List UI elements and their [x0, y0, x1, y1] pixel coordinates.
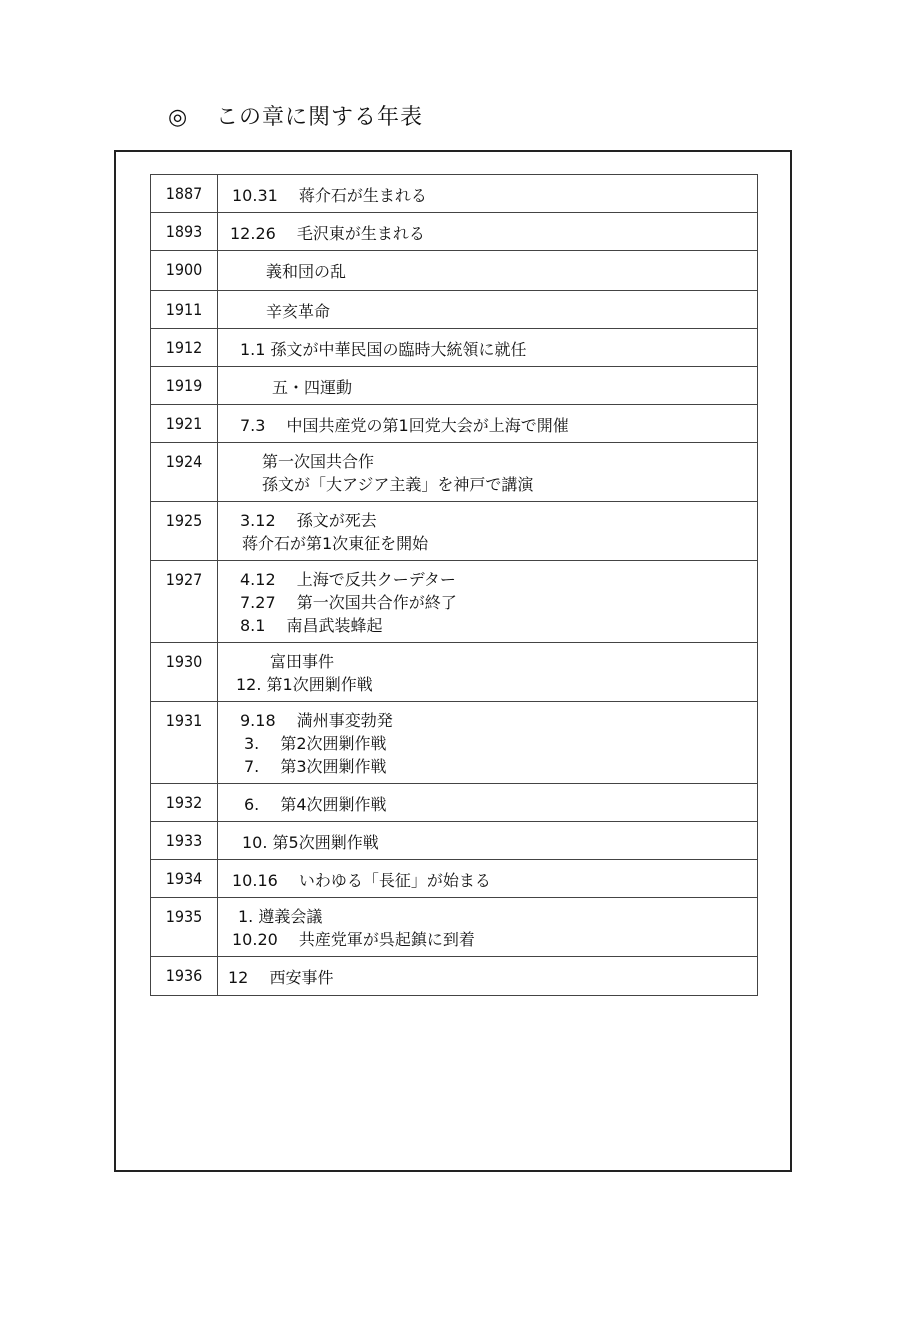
events-cell [218, 329, 758, 367]
title-text: この章に関する年表 [216, 105, 424, 130]
year-cell: 1932 [151, 784, 218, 822]
year-cell: 1931 [151, 702, 218, 784]
event-text: 12. 第1次囲剿作戦 [236, 675, 373, 694]
year-cell: 1911 [151, 291, 218, 329]
timeline-row [151, 213, 758, 251]
year-cell: 1912 [151, 329, 218, 367]
event-text: 3. 第2次囲剿作戦 [244, 734, 387, 753]
page-title [168, 100, 423, 131]
timeline-row [151, 329, 758, 367]
event-text: 12 西安事件 [228, 968, 334, 987]
events-cell [218, 822, 758, 860]
events-cell [218, 405, 758, 443]
timeline-row [151, 405, 758, 443]
timeline-row [151, 957, 758, 996]
event-text: 孫文が「大アジア主義」を神戸で講演 [262, 475, 534, 494]
timeline-row [151, 291, 758, 329]
event-text: 7.3 中国共産党の第1回党大会が上海で開催 [240, 416, 569, 435]
event-text: 8.1 南昌武装蜂起 [240, 616, 383, 635]
timeline-table [150, 174, 758, 996]
events-cell [218, 251, 758, 291]
event-text: 7. 第3次囲剿作戦 [244, 757, 387, 776]
event-text: 五・四運動 [272, 378, 353, 397]
year-cell: 1919 [151, 367, 218, 405]
timeline-row [151, 643, 758, 702]
timeline-row [151, 251, 758, 291]
events-cell [218, 175, 758, 213]
event-text: 10.31 蒋介石が生まれる [232, 186, 427, 205]
year-cell: 1934 [151, 860, 218, 898]
timeline-row [151, 175, 758, 213]
events-cell [218, 502, 758, 561]
timeline-row [151, 561, 758, 643]
event-text: 10. 第5次囲剿作戦 [242, 833, 379, 852]
timeline-row [151, 898, 758, 957]
timeline-row [151, 502, 758, 561]
timeline-row [151, 860, 758, 898]
timeline-row [151, 702, 758, 784]
year-cell: 1925 [151, 502, 218, 561]
event-text: 富田事件 [270, 652, 335, 671]
timeline-row [151, 822, 758, 860]
event-text: 4.12 上海で反共クーデター [240, 570, 456, 589]
year-cell: 1930 [151, 643, 218, 702]
events-cell [218, 643, 758, 702]
events-cell [218, 957, 758, 996]
events-cell [218, 860, 758, 898]
event-text: 6. 第4次囲剿作戦 [244, 795, 387, 814]
year-cell: 1900 [151, 251, 218, 291]
event-text: 10.20 共産党軍が呉起鎮に到着 [232, 930, 475, 949]
event-text: 10.16 いわゆる「長征」が始まる [232, 871, 491, 890]
event-text: 義和団の乱 [266, 262, 347, 281]
events-cell [218, 367, 758, 405]
event-text: 辛亥革命 [266, 302, 331, 321]
year-cell: 1933 [151, 822, 218, 860]
events-cell [218, 291, 758, 329]
event-text: 9.18 満州事変勃発 [240, 711, 393, 730]
events-cell [218, 702, 758, 784]
timeline-row [151, 784, 758, 822]
event-text: 7.27 第一次国共合作が終了 [240, 593, 457, 612]
timeline-row [151, 367, 758, 405]
events-cell [218, 561, 758, 643]
year-cell: 1921 [151, 405, 218, 443]
year-cell: 1893 [151, 213, 218, 251]
year-cell: 1935 [151, 898, 218, 957]
year-cell: 1936 [151, 957, 218, 996]
year-cell: 1927 [151, 561, 218, 643]
events-cell [218, 213, 758, 251]
year-cell: 1887 [151, 175, 218, 213]
event-text: 1. 遵義会議 [238, 907, 323, 926]
event-text: 蒋介石が第1次東征を開始 [242, 534, 429, 553]
events-cell [218, 443, 758, 502]
event-text: 12.26 毛沢東が生まれる [230, 224, 425, 243]
event-text: 第一次国共合作 [262, 452, 375, 471]
events-cell [218, 898, 758, 957]
double-circle-icon: ◎ [168, 105, 189, 130]
event-text: 1.1 孫文が中華民国の臨時大統領に就任 [240, 340, 527, 359]
event-text: 3.12 孫文が死去 [240, 511, 377, 530]
year-cell: 1924 [151, 443, 218, 502]
timeline-row [151, 443, 758, 502]
events-cell [218, 784, 758, 822]
